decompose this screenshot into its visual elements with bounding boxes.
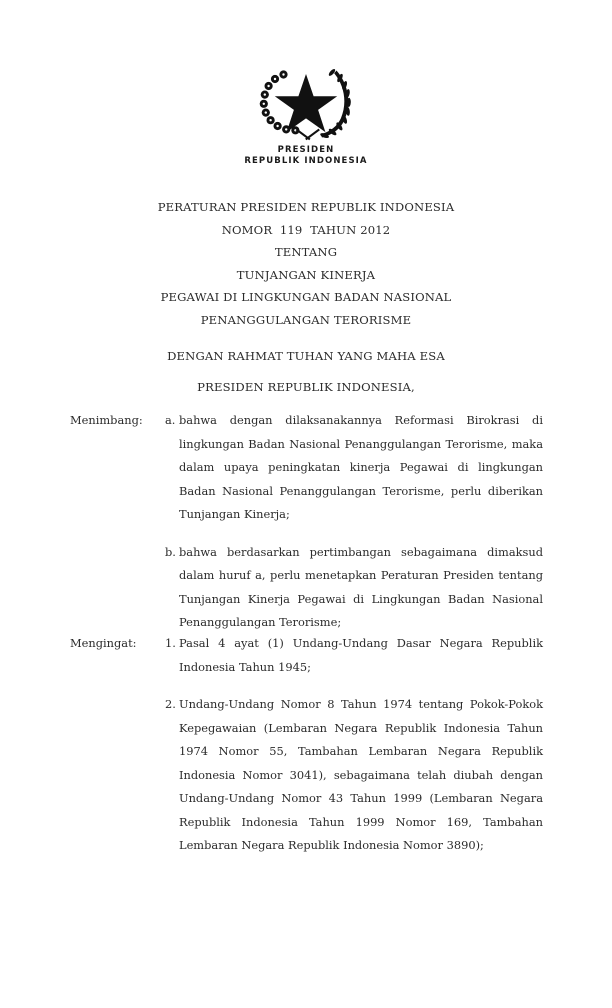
considering-item-marker: b. — [165, 544, 176, 559]
recalling-label: Mengingat: — [70, 636, 137, 650]
recalling-section — [70, 632, 543, 858]
invocation-block — [0, 341, 612, 403]
recalling-item-marker: 2. — [165, 697, 176, 711]
considering-item-marker: a. — [165, 413, 176, 427]
recalling-item — [165, 632, 543, 679]
recalling-item-text: Pasal 4 ayat (1) Undang-Undang Dasar Negara Republik Indonesia Tahun 1945; — [179, 636, 543, 674]
document-title-block — [0, 196, 612, 331]
invocation-line-president: PRESIDEN REPUBLIK INDONESIA, — [197, 380, 415, 394]
recalling-item — [165, 693, 543, 858]
considering-label: Menimbang: — [70, 413, 143, 427]
title-line-regulation: PERATURAN PRESIDEN REPUBLIK INDONESIA — [157, 200, 455, 214]
considering-section — [70, 409, 543, 635]
recalling-item-text: Undang-Undang Nomor 8 Tahun 1974 tentang Pokok-Pokok Kepegawaian (Lembaran Negara Republik Indonesia Tahun 1974 Nomor 55, Tambahan Lembaran Negara Republik Indonesia Nomor 3041), sebagaimana telah diubah dengan Undang-Undang Nomor 43 Tahun 1999 (Lembaran Negara Republik Indonesia Tahun 1999 Nomor 169, Tambahan Lembaran Negara Republik Indonesia Nomor 3890); — [179, 697, 543, 852]
title-line-subject-3: PENANGGULANGAN TERORISME — [200, 312, 412, 327]
considering-item — [165, 409, 543, 527]
title-line-number-year: NOMOR 119 TAHUN 2012 — [221, 222, 391, 237]
considering-item-text: bahwa dengan dilaksanakannya Reformasi Birokrasi di lingkungan Badan Nasional Penanggulangan Terorisme, maka dalam upaya peningkatan kinerja Pegawai di lingkungan Badan Nasional Penanggulangan Terorisme, perlu diberikan Tunjangan Kinerja; — [179, 413, 543, 521]
presidential-emblem-block — [0, 58, 612, 166]
title-line-tentang: TENTANG — [274, 245, 338, 259]
invocation-line-blessing: DENGAN RAHMAT TUHAN YANG MAHA ESA — [167, 349, 445, 363]
considering-item — [165, 541, 543, 635]
recalling-item-marker: 1. — [165, 636, 176, 650]
emblem-caption — [0, 145, 612, 166]
title-line-subject-1: TUNJANGAN KINERJA — [236, 267, 376, 282]
emblem-caption-line-1: PRESIDEN — [277, 145, 335, 155]
considering-item-text: bahwa berdasarkan pertimbangan sebagaimana dimaksud dalam huruf a, perlu menetapkan Peraturan Presiden tentang Tunjangan Kinerja Pegawai di Lingkungan Badan Nasional Penanggulangan Terorisme; — [179, 544, 543, 629]
emblem-caption-line-2: REPUBLIK INDONESIA — [244, 155, 368, 166]
title-line-subject-2: PEGAWAI DI LINGKUNGAN BADAN NASIONAL — [160, 290, 452, 304]
indonesian-presidential-seal-icon — [252, 58, 360, 142]
considering-item-list — [165, 409, 543, 635]
recalling-item-list — [165, 632, 543, 858]
